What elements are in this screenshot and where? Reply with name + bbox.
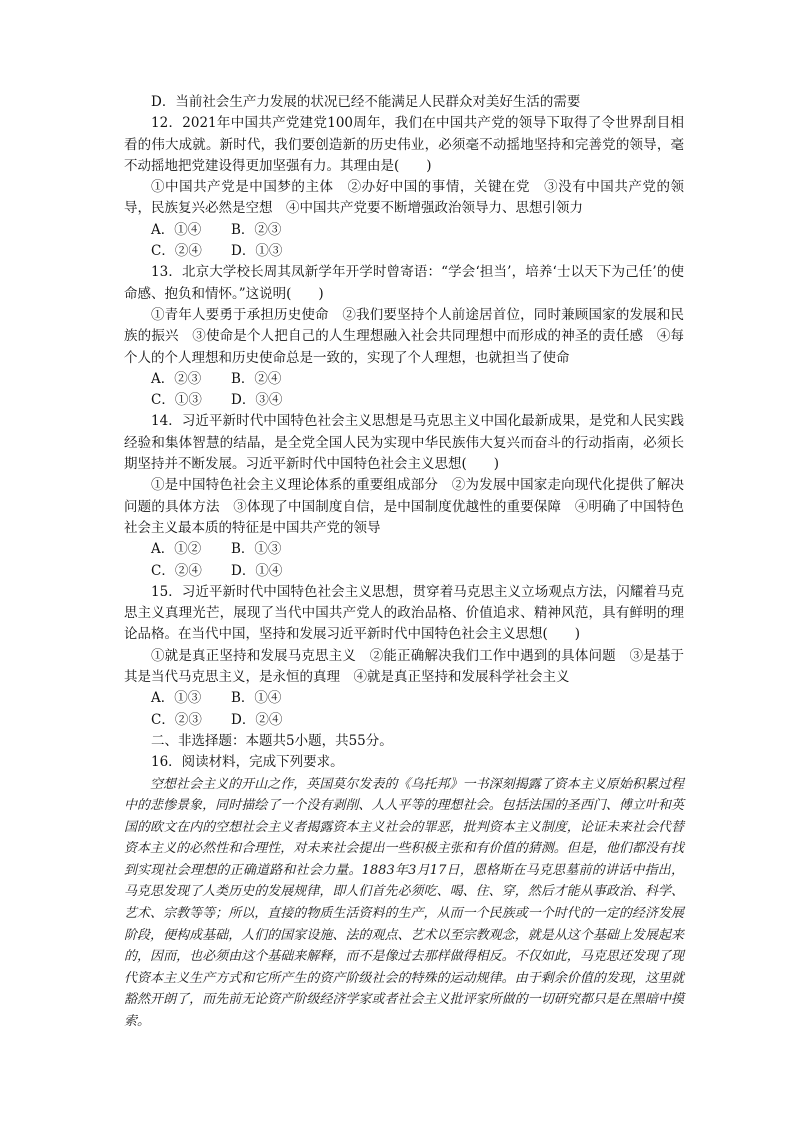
q12-option-d: D．①③ xyxy=(231,243,283,260)
q15-option-a: A．①③ xyxy=(151,690,202,707)
q14-option-a: A．①② xyxy=(151,541,202,558)
q11-option-d: D．当前社会生产力发展的状况已经不能满足人民群众对美好生活的需要 xyxy=(151,94,581,110)
q14-options-cd xyxy=(124,561,684,582)
q14-items: ①是中国特色社会主义理论体系的重要组成部分 ②为发展中国家走向现代化提供了解决问题的具体方法 ③体现了中国制度自信，是中国制度优越性的重要保障 ④明确了中国特色社会主义最本质的特征是中国共产党的领导 xyxy=(124,477,684,536)
section-two-heading: 二、非选择题：本题共5小题，共55分。 xyxy=(151,732,393,749)
q13-option-c: C．①③ xyxy=(151,392,202,409)
q15-options-cd xyxy=(124,710,684,731)
q13-options-ab xyxy=(124,369,684,390)
q14-stem: 14．习近平新时代中国特色社会主义思想是马克思主义中国化最新成果，是党和人民实践经验和集体智慧的结晶，是全党全国人民为实现中华民族伟大复兴而奋斗的行动指南，必须长期坚持并不断发展。习近平新时代中国特色社会主义思想( ) xyxy=(124,413,684,473)
q12-option-c: C．②④ xyxy=(151,243,202,260)
q14-option-c: C．②④ xyxy=(151,562,202,579)
q12-items: ①中国共产党是中国梦的主体 ②办好中国的事情，关键在党 ③没有中国共产党的领导，民族复兴必然是空想 ④中国共产党要不断增强政治领导力、思想引领力 xyxy=(124,179,684,217)
q14-option-b: B．①③ xyxy=(231,541,282,558)
q13-options-cd xyxy=(124,390,684,411)
q12-option-b: B．②③ xyxy=(231,221,282,238)
q12-options-cd xyxy=(124,241,684,262)
q12-options-ab xyxy=(124,220,684,241)
q13-option-d: D．③④ xyxy=(231,392,283,409)
exam-page xyxy=(124,92,684,1033)
q15-options-ab xyxy=(124,688,684,709)
q15-items: ①就是真正坚持和发展马克思主义 ②能正确解决我们工作中遇到的具体问题 ③是基于其是当代马克思主义，是永恒的真理 ④就是真正坚持和发展科学社会主义 xyxy=(124,647,684,686)
q15-option-b: B．①④ xyxy=(231,690,282,707)
q15-stem: 15．习近平新时代中国特色社会主义思想，贯穿着马克思主义立场观点方法，闪耀着马克思主义真理光芒，展现了当代中国共产党人的政治品格、价值追求、精神风范，具有鲜明的理论品格。在当代中国，坚持和发展习近平新时代中国特色社会主义思想( ) xyxy=(124,583,684,643)
q15-option-c: C．②③ xyxy=(151,711,202,728)
q14-options-ab xyxy=(124,539,684,560)
q16-stem: 16．阅读材料，完成下列要求。 xyxy=(151,754,344,771)
q15-option-d: D．②④ xyxy=(231,711,283,728)
q16-material: 空想社会主义的开山之作，英国莫尔发表的《乌托邦》一书深刻揭露了资本主义原始积累过程中的悲惨景象，同时描绘了一个没有剥削、人人平等的理想社会。包括法国的圣西门、傅立叶和英国的欧文在内的空想社会主义者揭露资本主义社会的罪恶，批判资本主义制度，论证未来社会代替资本主义的必然性和合理性，对未来社会提出一些积极主张和有价值的猜测。但是，他们都没有找到实现社会理想的正确道路和社会力量。1883年3月17日，恩格斯在马克思墓前的讲话中指出，马克思发现了人类历史的发展规律，即人们首先必须吃、喝、住、穿，然后才能从事政治、科学、艺术、宗教等等；所以，直接的物质生活资料的生产，从而一个民族或一个时代的一定的经济发展阶段，便构成基础，人们的国家设施、法的观点、艺术以至宗教观念，就是从这个基础上发展起来的，因而，也必须由这个基础来解释，而不是像过去那样做得相反。不仅如此，马克思还发现了现代资本主义生产方式和它所产生的资产阶级社会的特殊的运动规律。由于剩余价值的发现，这里就豁然开朗了，而先前无论资产阶级经济学家或者社会主义批评家所做的一切研究都只是在黑暗中摸索。 xyxy=(124,776,684,1030)
q14-option-d: D．①④ xyxy=(231,562,283,579)
q13-items: ①青年人要勇于承担历史使命 ②我们要坚持个人前途居首位，同时兼顾国家的发展和民族的振兴 ③使命是个人把自己的人生理想融入社会共同理想中而形成的神圣的责任感 ④每个人的个人理想和历史使命总是一致的，实现了个人理想，也就担当了使命 xyxy=(124,306,684,366)
q13-stem: 13．北京大学校长周其凤新学年开学时曾寄语：“学会‘担当’，培养‘士以天下为己任’的使命感、抱负和情怀。”这说明( ) xyxy=(124,264,684,302)
q12-stem: 12．2021年中国共产党建党100周年，我们在中国共产党的领导下取得了令世界刮目相看的伟大成就。新时代，我们要创造新的历史伟业，必须毫不动摇地坚持和完善党的领导，毫不动摇地把党建设得更加坚强有力。其理由是( ) xyxy=(124,115,684,174)
q12-option-a: A．①④ xyxy=(151,221,202,238)
q13-option-a: A．②③ xyxy=(151,370,202,387)
q13-option-b: B．②④ xyxy=(231,370,282,387)
